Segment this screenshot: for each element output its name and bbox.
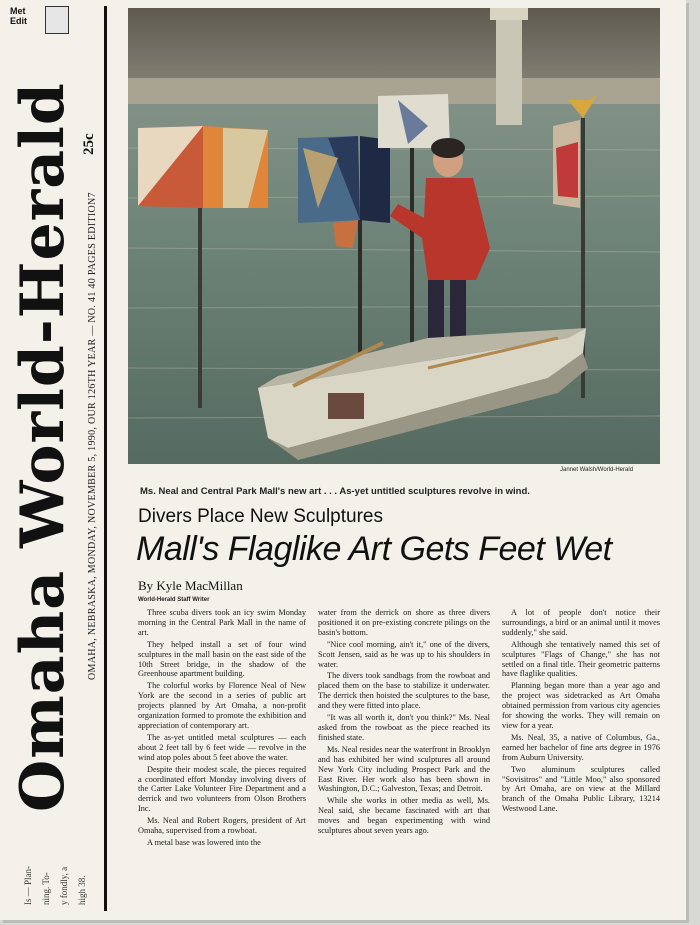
paragraph: "Nice cool morning, ain't it," one of the divers, Scott Jensen, said as he was up to his shoulders in water. bbox=[318, 639, 490, 669]
news-photo bbox=[128, 8, 660, 464]
paragraph: Planning began more than a year ago and the project was sidetracked as Art Omaha obtained permission from various city agencies for showing the works. They will remain on view for a year. bbox=[502, 681, 660, 730]
edition-corner bbox=[10, 6, 68, 36]
newspaper-title: Omaha World-Herald bbox=[8, 82, 78, 812]
paragraph: Two aluminum sculptures called "Sovisitros" and "Little Moo," also sponsored by Art Omaha, are on view at the Millard branch of the Omaha Public Library, 13214 Westwood Lane. bbox=[502, 764, 660, 814]
masthead-rule bbox=[104, 6, 107, 911]
sculpture-pole bbox=[198, 208, 202, 408]
article-kicker: Divers Place New Sculptures bbox=[138, 506, 383, 527]
paragraph: water from the derrick on shore as three divers positioned it on pre-existing concrete pilings on the basin's bottom. bbox=[318, 608, 490, 637]
paragraph: Ms. Neal, 35, a native of Columbus, Ga., earned her bachelor of fine arts degree in 1976 from Auburn University. bbox=[502, 732, 660, 762]
weather-snippet bbox=[18, 785, 90, 905]
photo-credit: Jannet Walsh/World-Herald bbox=[560, 467, 634, 473]
paragraph: Three scuba divers took an icy swim Monday morning in the Central Park Mall in the name of art. bbox=[138, 608, 306, 637]
article-column-2 bbox=[318, 608, 490, 838]
weather-line-2: ning. To- bbox=[41, 872, 51, 905]
byline-role: World-Herald Staff Writer bbox=[138, 597, 210, 603]
paragraph: The colorful works by Florence Neal of New York are the second in a series of public art projects planned by Art Omaha, a non-profit organization formed to promote the exhibition and appreciation of contemporary art. bbox=[138, 681, 306, 730]
photo-illustration bbox=[128, 8, 660, 464]
lamp-post bbox=[496, 13, 522, 125]
sculpture-pole bbox=[358, 218, 362, 368]
article-byline: By Kyle MacMillan bbox=[138, 578, 243, 593]
paragraph: The divers took sandbags from the rowboat and placed them on the base to stabilize it underwater. The derrick then hoisted the sculptures to the base, and they were fitted into place. bbox=[318, 671, 490, 711]
price: 25c bbox=[81, 133, 97, 155]
paragraph: A lot of people don't notice their surroundings, a bird or an animal until it moves suddenly," she said. bbox=[502, 608, 660, 637]
corner-line-2: Edit bbox=[10, 16, 27, 26]
article-column-1 bbox=[138, 608, 306, 850]
corner-line-1: Met bbox=[10, 6, 26, 16]
paragraph: Despite their modest scale, the pieces required a coordinated effort Monday involving divers of the Carter Lake Volunteer Fire Department and a derrick and two volunteers from Olson Brothers Inc. bbox=[138, 764, 306, 814]
weather-line-3: y fondly, a bbox=[59, 866, 69, 905]
paragraph: A metal base was lowered into the bbox=[147, 837, 261, 847]
paragraph: While she works in other media as well, Ms. Neal said, she became fascinated with art that moves and began experimenting with wind sculptures about seven years ago. bbox=[318, 796, 490, 836]
weather-line-1: Is — Plan- bbox=[23, 866, 33, 905]
paragraph: Ms. Neal and Robert Rogers, president of Art Omaha, supervised from a rowboat. bbox=[138, 816, 306, 836]
sculpture-pole bbox=[410, 128, 414, 368]
paragraph: "It was all worth it, don't you think?" Ms. Neal asked from the rowboat as the piece reached its finished state. bbox=[318, 713, 490, 742]
article-column-3 bbox=[502, 608, 660, 816]
paragraph: The as-yet untitled metal sculptures — each about 2 feet tall by 6 feet wide — revolve in the wind atop poles about 5 feet above the water. bbox=[138, 732, 306, 762]
wind-sculpture-1 bbox=[138, 126, 268, 208]
photo-caption: Ms. Neal and Central Park Mall's new art . . . As-yet untitled sculptures revolve in wind. bbox=[140, 486, 530, 497]
article-headline: Mall's Flaglike Art Gets Feet Wet bbox=[136, 530, 612, 568]
paragraph: Although she tentatively named this set of sculptures "Flags of Change," she has not settled on a final title. Their geometric patterns have flaglike qualities. bbox=[502, 639, 660, 679]
edition-box bbox=[45, 6, 69, 34]
masthead bbox=[0, 0, 115, 920]
weather-line-4: high 38. bbox=[77, 875, 87, 905]
dateline: OMAHA, NEBRASKA, MONDAY, NOVEMBER 5, 1990, OUR 126TH YEAR — NO. 41 40 PAGES EDITION7 bbox=[87, 192, 98, 680]
paragraph: They helped install a set of four wind sculptures in the mall basin on the east side of the 10th Street bridge, in the shadow of the Greenhouse apartment building. bbox=[138, 639, 306, 679]
paragraph: Ms. Neal resides near the waterfront in Brooklyn and has exhibited her wind sculptures all around New York City including Prospect Park and the East River. Her work also has been shown in Washington, D.C.; Galveston, Texas; and Detroit. bbox=[318, 744, 490, 794]
